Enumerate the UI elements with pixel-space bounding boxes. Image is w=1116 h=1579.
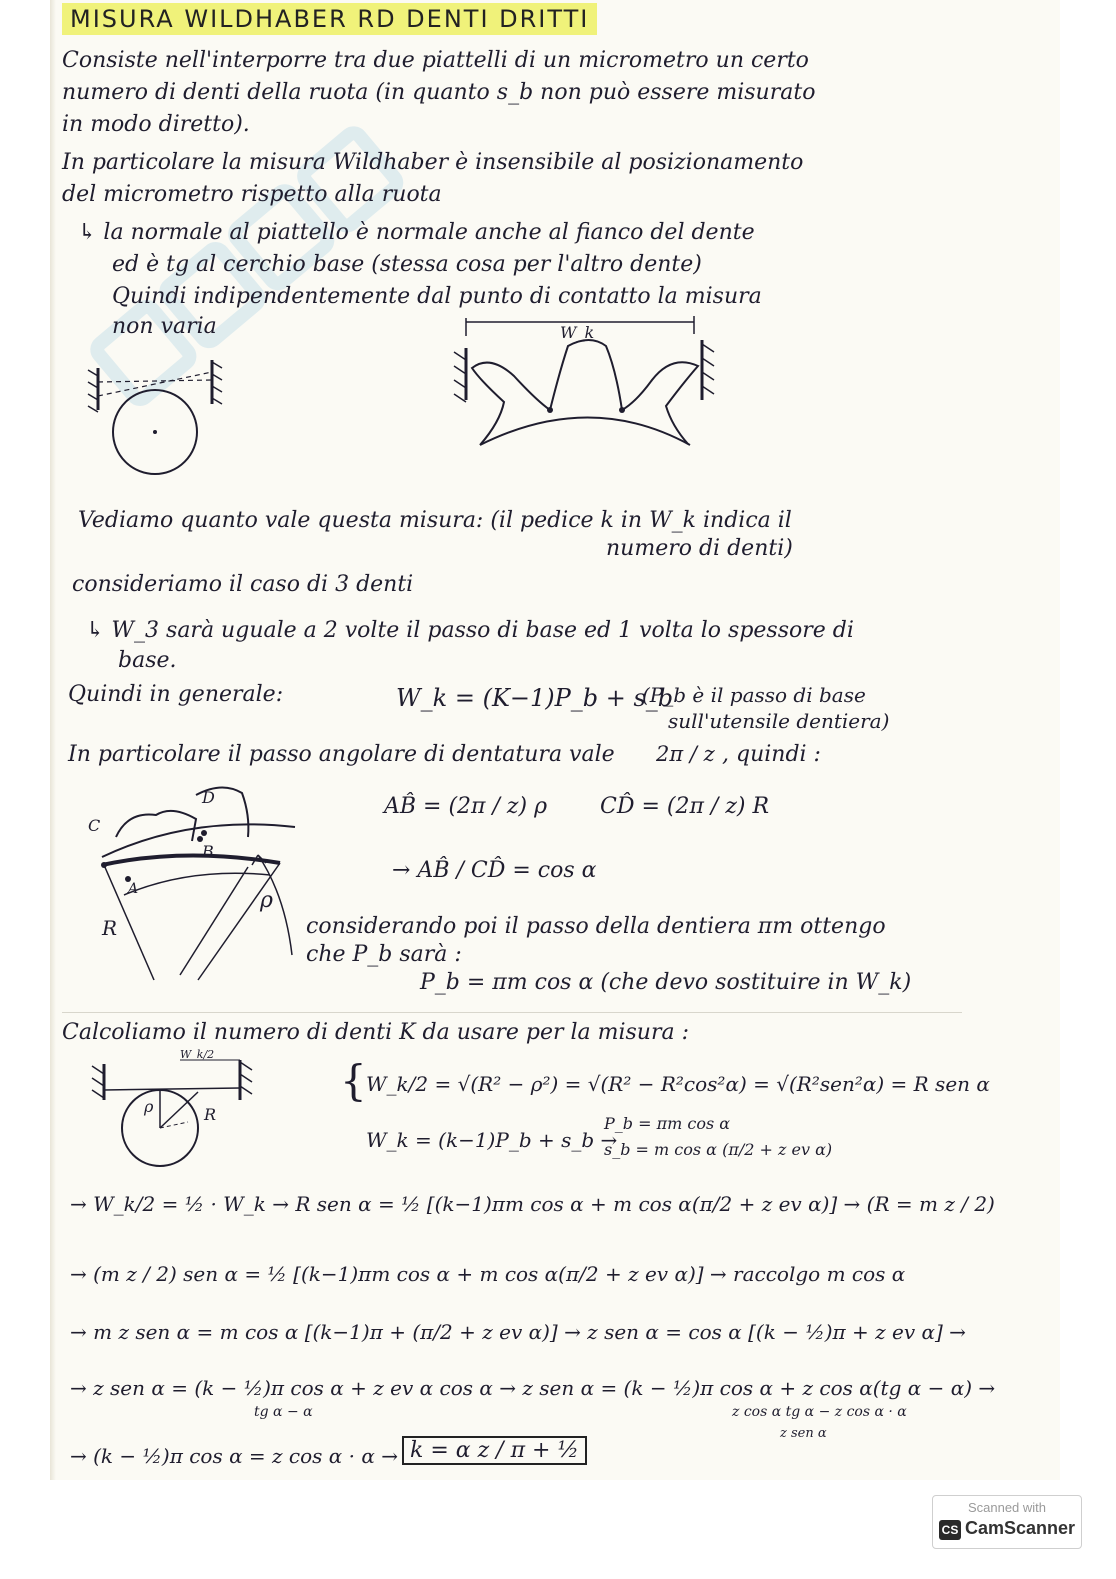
text-line: in modo diretto). [62, 112, 250, 137]
text-line: che P_b sarà : [306, 942, 462, 967]
final-result-box: k = α z / π + ½ [402, 1436, 587, 1465]
text-line: del micrometro rispetto alla ruota [62, 182, 442, 207]
label-c: C [88, 816, 101, 835]
derivation-line: → (m z / 2) sen α = ½ [(k−1)πm cos α + m cos α(π/2 + z ev α)] → raccolgo m cos α [70, 1262, 906, 1286]
camscanner-logo-icon: CS [939, 1520, 961, 1540]
figure-gear-sector [80, 775, 310, 1000]
equation-2: W_k = (k−1)P_b + s_b → [366, 1128, 618, 1152]
text-line: consideriamo il caso di 3 denti [72, 572, 414, 597]
label-a: A [128, 881, 139, 897]
text-line: Quindi in generale: [68, 682, 284, 707]
note-line: sull'utensile dentiera) [668, 709, 890, 733]
text-line: , quindi : [722, 742, 821, 767]
text-line: considerando poi il passo della dentiera πm ottengo [306, 914, 886, 939]
scanned-with-label: Scanned with [967, 1500, 1047, 1515]
formula-wk: W_k = (K−1)P_b + s_b [396, 684, 674, 712]
figure-wk-half [80, 1050, 260, 1175]
formula-ratio: → AB̂ / CD̂ = cos α [392, 858, 597, 883]
camscanner-name: CamScanner [965, 1518, 1076, 1538]
text-line: In particolare il passo angolare di dentatura vale [68, 742, 615, 767]
label-rho: ρ [260, 888, 273, 913]
label-d: D [202, 788, 215, 807]
label-wk-half: W_k/2 [180, 1048, 215, 1061]
figure-micrometer-circle [80, 340, 240, 480]
brace: { [340, 1056, 367, 1105]
wk-label: W_k [560, 323, 595, 342]
text-line: P_b = πm cos α (che devo sostituire in W_k) [420, 970, 912, 995]
formula-angular: 2π / z [656, 742, 715, 766]
text-line: base. [118, 648, 177, 673]
note-line: (P_b è il passo di base [642, 683, 866, 707]
derivation-line: → m z sen α = m cos α [(k−1)π + (π/2 + z ev α)] → z sen α = cos α [(k − ½)π + z ev α] → [70, 1320, 966, 1344]
label-rho: ρ [144, 1097, 154, 1116]
derivation-line: → (k − ½)π cos α = z cos α · α → [70, 1444, 398, 1468]
camscanner-badge [932, 1495, 1082, 1549]
note-ev: tg α − α [254, 1404, 313, 1420]
label-r: R [102, 916, 118, 940]
derivation-line: → z sen α = (k − ½)π cos α + z ev α cos α → z sen α = (k − ½)π cos α + z cos α(tg α − α) → [70, 1376, 996, 1400]
text-line: numero di denti della ruota (in quanto s_b non può essere misurato [62, 80, 816, 105]
derivation-line: → W_k/2 = ½ · W_k → R sen α = ½ [(k−1)πm cos α + m cos α(π/2 + z ev α)] → (R = m z / 2) [70, 1192, 995, 1216]
formula-ab: AB̂ = (2π / z) ρ [384, 794, 548, 819]
text-line: numero di denti) [606, 536, 793, 561]
text-line: ↳ W_3 sarà uguale a 2 volte il passo di base ed 1 volta lo spessore di [86, 618, 854, 643]
figure-gear-teeth [440, 310, 740, 460]
text-line: Quindi indipendentemente dal punto di contatto la misura [112, 284, 762, 309]
divider [62, 1012, 962, 1013]
substitution-sb: s_b = m cos α (π/2 + z ev α) [604, 1140, 833, 1159]
formula-cd: CD̂ = (2π / z) R [600, 794, 770, 819]
text-line: In particolare la misura Wildhaber è insensibile al posizionamento [62, 150, 804, 175]
text-line: ↳ la normale al piattello è normale anche al fianco del dente [78, 220, 755, 245]
text-line: Vediamo quanto vale questa misura: (il pedice k in W_k indica il [78, 508, 792, 533]
calc-heading: Calcoliamo il numero di denti K da usare per la misura : [62, 1020, 690, 1045]
page-title: MISURA WILDHABER RD DENTI DRITTI [62, 3, 597, 35]
text-line: ed è tg al cerchio base (stessa cosa per l'altro dente) [112, 252, 702, 277]
text-line: non varia [112, 314, 217, 339]
note-sen: z sen α [780, 1426, 827, 1441]
substitution-pb: P_b = πm cos α [604, 1114, 731, 1133]
text-line: Consiste nell'interporre tra due piattelli di un micrometro un certo [62, 48, 809, 73]
equation-1: W_k/2 = √(R² − ρ²) = √(R² − R²cos²α) = √(R²sen²α) = R sen α [366, 1072, 990, 1096]
note-expand: z cos α tg α − z cos α · α [732, 1404, 907, 1420]
label-r: R [204, 1105, 217, 1124]
label-b: B [202, 842, 214, 861]
